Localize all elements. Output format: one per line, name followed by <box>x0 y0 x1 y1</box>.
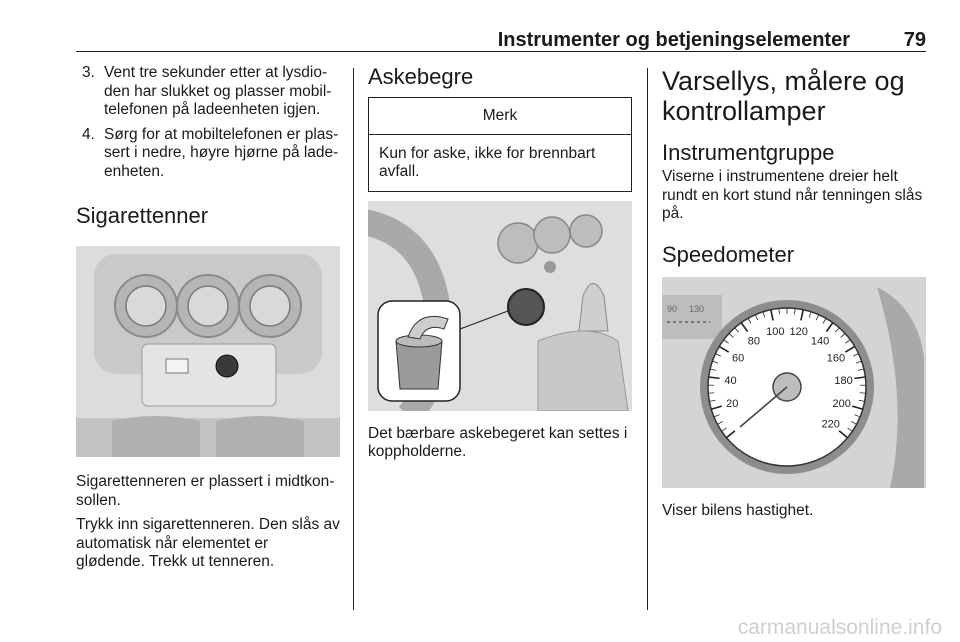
note-title: Merk <box>369 98 631 135</box>
gauge-label: 20 <box>726 397 739 410</box>
gauge-label: 120 <box>789 325 808 338</box>
gauge-label: 80 <box>747 335 761 348</box>
section-heading-varsellys: Varsellys, målere og kontrollamper <box>662 66 905 126</box>
page-number: 79 <box>903 29 926 51</box>
paragraph-lighter-location: Sigarettenneren er plassert i midtkon-sollen. <box>76 473 335 509</box>
header-rule <box>76 51 926 52</box>
note-box <box>368 97 632 192</box>
gauge-label: 100 <box>766 325 785 338</box>
gauge-top-label: 130 <box>689 303 705 314</box>
section-heading-sigarettenner: Sigarettenner <box>76 203 209 228</box>
gauge-label: 40 <box>724 374 737 387</box>
column-2 <box>368 64 632 462</box>
gauge-label: 140 <box>810 335 830 348</box>
gauge-label: 200 <box>832 397 851 410</box>
cigarette-lighter-illustration <box>76 246 340 457</box>
column-3 <box>662 64 927 520</box>
step-number: 3. <box>82 64 95 81</box>
column-1 <box>76 64 340 572</box>
paragraph-speedometer: Viser bilens hastighet. <box>662 501 814 519</box>
gauge-label: 220 <box>821 418 840 431</box>
step-item <box>76 126 340 182</box>
subheading-speedometer: Speedometer <box>662 241 795 267</box>
header-title: Instrumenter og betjeningselementer <box>497 29 850 51</box>
gauge-label: 60 <box>731 352 745 365</box>
watermark: carmanualsonline.info <box>737 616 942 639</box>
paragraph-lighter-usage: Trykk inn sigarettenneren. Den slås av automatisk når elementet er glødende. Trekk ut tenneren. <box>76 516 340 570</box>
paragraph-ashtray: Det bærbare askebegeret kan settes i koppholderne. <box>368 424 628 460</box>
step-list <box>76 64 340 181</box>
step-text: Vent tre sekunder etter at lysdio-den har slukket og plasser mobil-telefonen på ladeenheten igjen. <box>104 64 332 118</box>
gauge-top-label: 90 <box>667 303 678 314</box>
step-text: Sørg for at mobiltelefonen er plas-sert i nedre, høyre hjørne på lade-enheten. <box>104 125 339 180</box>
column-divider-1 <box>353 68 354 610</box>
ashtray-illustration <box>368 201 632 411</box>
section-heading-askebegre: Askebegre <box>368 64 474 89</box>
gauge-label: 180 <box>834 374 853 387</box>
gauge-label: 160 <box>826 352 846 365</box>
subheading-instrumentgruppe: Instrumentgruppe <box>662 140 835 165</box>
column-divider-2 <box>647 68 648 610</box>
note-text: Kun for aske, ikke for brennbart avfall. <box>379 144 596 180</box>
step-item <box>76 64 340 120</box>
paragraph-instrumentgruppe: Viserne i instrumentene dreier helt rundt en kort stund når tenningen slås på. <box>662 168 923 222</box>
speedometer-illustration <box>662 277 926 488</box>
step-number: 4. <box>82 125 95 143</box>
